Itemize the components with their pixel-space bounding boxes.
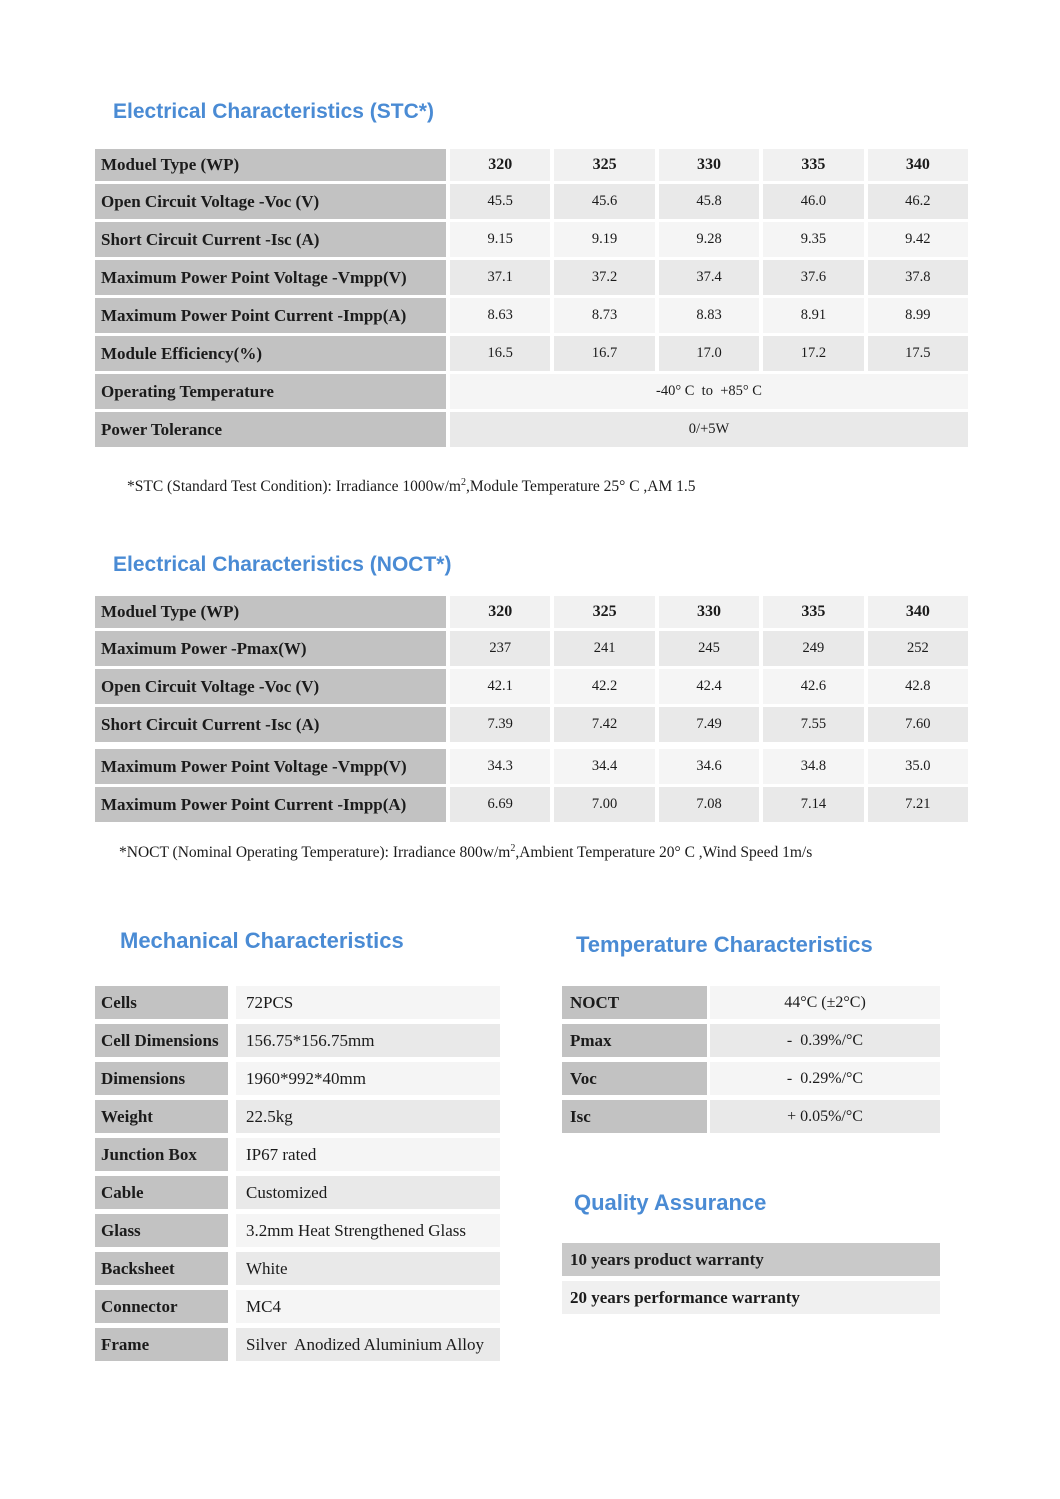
mechanical-row-label: Connector bbox=[95, 1290, 228, 1323]
temperature-section-title: Temperature Characteristics bbox=[576, 932, 873, 957]
stc-cell: 17.0 bbox=[659, 336, 759, 371]
stc-cell: 45.5 bbox=[450, 184, 550, 219]
noct-header-row bbox=[95, 596, 968, 628]
mechanical-row-value: IP67 rated bbox=[236, 1138, 500, 1171]
temperature-row-label: Voc bbox=[562, 1062, 707, 1095]
noct-header-label: Moduel Type (WP) bbox=[95, 596, 446, 628]
mechanical-row-label: Cells bbox=[95, 986, 228, 1019]
stc-cell: 9.35 bbox=[763, 222, 863, 257]
noct-row-label: Maximum Power Point Current -Impp(A) bbox=[95, 787, 446, 822]
mechanical-row-value: 3.2mm Heat Strengthened Glass bbox=[236, 1214, 500, 1247]
noct-cell: 237 bbox=[450, 631, 550, 666]
stc-cell: 9.19 bbox=[554, 222, 654, 257]
mechanical-row-label: Dimensions bbox=[95, 1062, 228, 1095]
quality-row-text: 20 years performance warranty bbox=[562, 1281, 940, 1314]
mechanical-row-value: 156.75*156.75mm bbox=[236, 1024, 500, 1057]
mechanical-row-value: 1960*992*40mm bbox=[236, 1062, 500, 1095]
stc-cell: 17.5 bbox=[868, 336, 968, 371]
mechanical-row-label: Weight bbox=[95, 1100, 228, 1133]
stc-cell: 37.1 bbox=[450, 260, 550, 295]
stc-column-header: 325 bbox=[554, 149, 654, 181]
mechanical-section-title: Mechanical Characteristics bbox=[120, 928, 404, 953]
stc-column-header: 330 bbox=[659, 149, 759, 181]
mechanical-row-weight bbox=[95, 1100, 500, 1133]
mechanical-row-backsheet bbox=[95, 1252, 500, 1285]
mechanical-row-label: Junction Box bbox=[95, 1138, 228, 1171]
stc-cell: 8.63 bbox=[450, 298, 550, 333]
mechanical-row-cells bbox=[95, 986, 500, 1019]
noct-row-pmax bbox=[95, 631, 968, 666]
mechanical-row-value: White bbox=[236, 1252, 500, 1285]
noct-cell: 241 bbox=[554, 631, 654, 666]
stc-merged-cell: -40° C to +85° C bbox=[450, 374, 968, 409]
noct-cell: 7.60 bbox=[868, 707, 968, 742]
mechanical-row-frame bbox=[95, 1328, 500, 1361]
stc-row-label: Short Circuit Current -Isc (A) bbox=[95, 222, 446, 257]
noct-column-header: 325 bbox=[554, 596, 654, 628]
noct-cell: 34.6 bbox=[659, 749, 759, 784]
stc-cell: 8.73 bbox=[554, 298, 654, 333]
mechanical-row-label: Frame bbox=[95, 1328, 228, 1361]
noct-cell: 249 bbox=[763, 631, 863, 666]
stc-cell: 9.42 bbox=[868, 222, 968, 257]
stc-row-isc bbox=[95, 222, 968, 257]
temperature-row-isc bbox=[562, 1100, 940, 1133]
stc-cell: 37.2 bbox=[554, 260, 654, 295]
noct-row-label: Maximum Power Point Voltage -Vmpp(V) bbox=[95, 749, 446, 784]
stc-column-header: 335 bbox=[763, 149, 863, 181]
quality-table bbox=[562, 1243, 940, 1319]
stc-table bbox=[95, 149, 968, 450]
noct-cell: 6.69 bbox=[450, 787, 550, 822]
mechanical-row-glass bbox=[95, 1214, 500, 1247]
quality-row-product-warranty bbox=[562, 1243, 940, 1276]
temperature-row-value: 44°C (±2°C) bbox=[710, 986, 940, 1019]
stc-row-label: Maximum Power Point Current -Impp(A) bbox=[95, 298, 446, 333]
stc-cell: 8.83 bbox=[659, 298, 759, 333]
mechanical-row-dimensions bbox=[95, 1062, 500, 1095]
mechanical-row-cable bbox=[95, 1176, 500, 1209]
noct-row-label: Maximum Power -Pmax(W) bbox=[95, 631, 446, 666]
quality-section-title: Quality Assurance bbox=[574, 1190, 767, 1215]
stc-row-label: Operating Temperature bbox=[95, 374, 446, 409]
noct-cell: 34.3 bbox=[450, 749, 550, 784]
stc-row-label: Open Circuit Voltage -Voc (V) bbox=[95, 184, 446, 219]
stc-cell: 9.15 bbox=[450, 222, 550, 257]
noct-table bbox=[95, 596, 968, 825]
noct-row-voc bbox=[95, 669, 968, 704]
mechanical-table bbox=[95, 986, 500, 1366]
noct-cell: 42.6 bbox=[763, 669, 863, 704]
mechanical-row-connector bbox=[95, 1290, 500, 1323]
noct-cell: 7.42 bbox=[554, 707, 654, 742]
stc-cell: 37.4 bbox=[659, 260, 759, 295]
mechanical-row-label: Cell Dimensions bbox=[95, 1024, 228, 1057]
noct-cell: 252 bbox=[868, 631, 968, 666]
stc-footnote bbox=[127, 477, 696, 496]
stc-column-header: 340 bbox=[868, 149, 968, 181]
stc-footnote-sup: 2 bbox=[460, 477, 466, 488]
stc-header-label: Moduel Type (WP) bbox=[95, 149, 446, 181]
noct-cell: 7.39 bbox=[450, 707, 550, 742]
temperature-row-value: + 0.05%/°C bbox=[710, 1100, 940, 1133]
noct-footnote bbox=[119, 843, 812, 862]
noct-footnote-text: ,Ambient Temperature 20° C ,Wind Speed 1m/s bbox=[515, 844, 813, 862]
stc-cell: 37.6 bbox=[763, 260, 863, 295]
stc-row-vmpp bbox=[95, 260, 968, 295]
stc-row-label: Module Efficiency(%) bbox=[95, 336, 446, 371]
stc-row-efficiency bbox=[95, 336, 968, 371]
stc-cell: 8.99 bbox=[868, 298, 968, 333]
noct-column-header: 335 bbox=[763, 596, 863, 628]
noct-footnote-text: *NOCT (Nominal Operating Temperature): Irradiance 800w/m bbox=[119, 844, 511, 862]
noct-cell: 42.4 bbox=[659, 669, 759, 704]
stc-column-header: 320 bbox=[450, 149, 550, 181]
noct-row-label: Open Circuit Voltage -Voc (V) bbox=[95, 669, 446, 704]
noct-cell: 42.2 bbox=[554, 669, 654, 704]
noct-row-impp bbox=[95, 787, 968, 822]
noct-column-header: 320 bbox=[450, 596, 550, 628]
temperature-row-value: - 0.39%/°C bbox=[710, 1024, 940, 1057]
stc-cell: 46.2 bbox=[868, 184, 968, 219]
stc-row-power-tolerance bbox=[95, 412, 968, 447]
mechanical-row-value: Silver Anodized Aluminium Alloy bbox=[236, 1328, 500, 1361]
stc-cell: 17.2 bbox=[763, 336, 863, 371]
mechanical-row-cell-dimensions bbox=[95, 1024, 500, 1057]
stc-cell: 45.6 bbox=[554, 184, 654, 219]
temperature-row-pmax bbox=[562, 1024, 940, 1057]
stc-footnote-text: *STC (Standard Test Condition): Irradiance 1000w/m bbox=[127, 478, 461, 496]
quality-row-text: 10 years product warranty bbox=[562, 1243, 940, 1276]
stc-row-impp bbox=[95, 298, 968, 333]
noct-cell: 34.8 bbox=[763, 749, 863, 784]
noct-cell: 34.4 bbox=[554, 749, 654, 784]
noct-cell: 7.49 bbox=[659, 707, 759, 742]
temperature-row-noct bbox=[562, 986, 940, 1019]
noct-cell: 35.0 bbox=[868, 749, 968, 784]
stc-cell: 9.28 bbox=[659, 222, 759, 257]
stc-cell: 16.7 bbox=[554, 336, 654, 371]
noct-cell: 7.55 bbox=[763, 707, 863, 742]
noct-cell: 7.00 bbox=[554, 787, 654, 822]
stc-cell: 37.8 bbox=[868, 260, 968, 295]
mechanical-row-label: Cable bbox=[95, 1176, 228, 1209]
stc-merged-cell: 0/+5W bbox=[450, 412, 968, 447]
stc-cell: 8.91 bbox=[763, 298, 863, 333]
stc-header-row bbox=[95, 149, 968, 181]
mechanical-row-value: 22.5kg bbox=[236, 1100, 500, 1133]
noct-column-header: 330 bbox=[659, 596, 759, 628]
mechanical-row-label: Backsheet bbox=[95, 1252, 228, 1285]
noct-cell: 42.1 bbox=[450, 669, 550, 704]
temperature-row-value: - 0.29%/°C bbox=[710, 1062, 940, 1095]
stc-row-label: Power Tolerance bbox=[95, 412, 446, 447]
stc-row-operating-temp bbox=[95, 374, 968, 409]
noct-row-vmpp bbox=[95, 749, 968, 784]
noct-cell: 245 bbox=[659, 631, 759, 666]
temperature-row-voc bbox=[562, 1062, 940, 1095]
mechanical-row-value: MC4 bbox=[236, 1290, 500, 1323]
noct-column-header: 340 bbox=[868, 596, 968, 628]
mechanical-row-label: Glass bbox=[95, 1214, 228, 1247]
stc-row-voc bbox=[95, 184, 968, 219]
noct-row-label: Short Circuit Current -Isc (A) bbox=[95, 707, 446, 742]
noct-footnote-sup: 2 bbox=[510, 843, 516, 854]
quality-row-performance-warranty bbox=[562, 1281, 940, 1314]
stc-footnote-text: ,Module Temperature 25° C ,AM 1.5 bbox=[465, 478, 696, 496]
temperature-row-label: NOCT bbox=[562, 986, 707, 1019]
noct-cell: 42.8 bbox=[868, 669, 968, 704]
mechanical-row-junction-box bbox=[95, 1138, 500, 1171]
noct-cell: 7.14 bbox=[763, 787, 863, 822]
noct-section-title: Electrical Characteristics (NOCT*) bbox=[113, 553, 452, 576]
temperature-row-label: Isc bbox=[562, 1100, 707, 1133]
temperature-row-label: Pmax bbox=[562, 1024, 707, 1057]
stc-cell: 16.5 bbox=[450, 336, 550, 371]
stc-cell: 45.8 bbox=[659, 184, 759, 219]
noct-row-isc bbox=[95, 707, 968, 742]
noct-cell: 7.08 bbox=[659, 787, 759, 822]
stc-row-label: Maximum Power Point Voltage -Vmpp(V) bbox=[95, 260, 446, 295]
stc-cell: 46.0 bbox=[763, 184, 863, 219]
temperature-table bbox=[562, 986, 940, 1138]
mechanical-row-value: 72PCS bbox=[236, 986, 500, 1019]
noct-cell: 7.21 bbox=[868, 787, 968, 822]
mechanical-row-value: Customized bbox=[236, 1176, 500, 1209]
stc-section-title: Electrical Characteristics (STC*) bbox=[113, 100, 434, 123]
